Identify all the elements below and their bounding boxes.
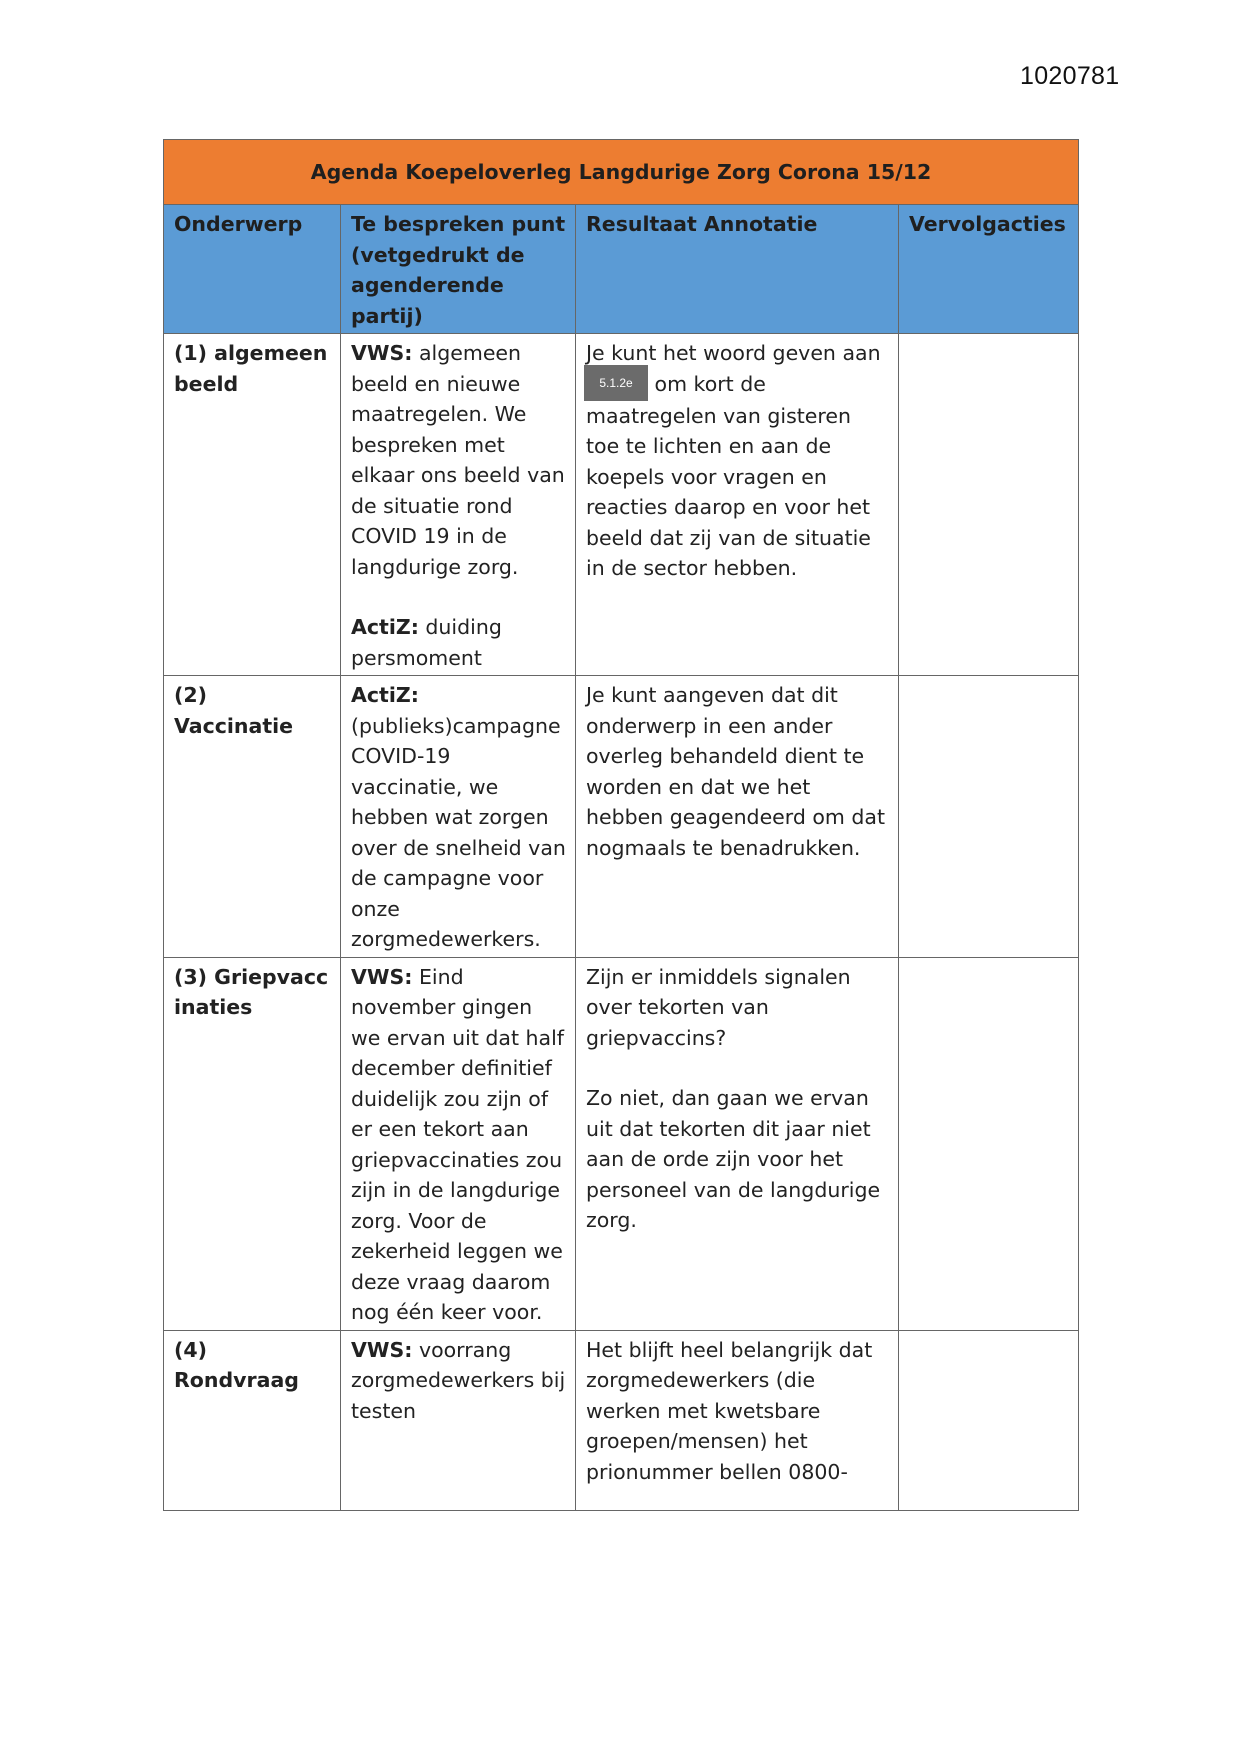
spacer — [586, 1053, 890, 1083]
topic-cell: (3) Griepvaccinaties — [164, 957, 341, 1330]
point-cell — [341, 676, 576, 958]
spacer — [351, 582, 567, 612]
document-id: 1020781 — [1020, 62, 1120, 90]
followup-cell — [899, 957, 1079, 1330]
point-text: voorrang zorgmedewerkers bij testen — [351, 1337, 566, 1423]
result-text: om kort de maatregelen van gisteren toe te lichten en aan de koepels voor vragen en reacties daarop en voor het beeld dat zij van de situatie in de sector hebben. — [586, 371, 871, 580]
point-cell — [341, 334, 576, 676]
header-onderwerp: Onderwerp — [164, 205, 341, 334]
result-text: Je kunt het woord geven aan — [586, 341, 881, 365]
agenda-party: VWS: — [351, 1337, 413, 1362]
result-text: Zijn er inmiddels signalen over tekorten van griepvaccins? — [586, 964, 851, 1050]
result-cell: Het blijft heel belangrijk dat zorgmedewerkers (die werken met kwetsbare groepen/mensen) het prionummer bellen 0800- — [576, 1330, 899, 1510]
table-header-row — [164, 205, 1079, 334]
topic-cell: (2) Vaccinatie — [164, 676, 341, 958]
table-row — [164, 676, 1079, 958]
redaction-box: 5.1.2e — [584, 365, 648, 401]
point-text: algemeen beeld en nieuwe maatregelen. We bespreken met elkaar ons beeld van de situatie rond COVID 19 in de langdurige zorg. — [351, 341, 565, 579]
result-cell: Je kunt aangeven dat dit onderwerp in een ander overleg behandeld dient te worden en dat we het hebben geagendeerd om dat nogmaals te benadrukken. — [576, 676, 899, 958]
table-title-row — [164, 140, 1079, 205]
result-cell — [576, 334, 899, 676]
agenda-table — [163, 139, 1079, 1511]
table-title: Agenda Koepeloverleg Langdurige Zorg Corona 15/12 — [164, 140, 1079, 205]
followup-cell — [899, 676, 1079, 958]
table-row — [164, 334, 1079, 676]
point-text: Eind november gingen we ervan uit dat half december definitief duidelijk zou zijn of er een tekort aan griepvaccinaties zou zijn in de langdurige zorg. Voor de zekerheid leggen we deze vraag daarom nog één keer voor. — [351, 964, 564, 1324]
followup-cell — [899, 334, 1079, 676]
header-te-bespreken-punt: Te bespreken punt (vetgedrukt de agenderende partij) — [341, 205, 576, 334]
result-cell — [576, 957, 899, 1330]
point-text: duiding persmoment — [351, 615, 502, 670]
agenda-party: ActiZ: — [351, 615, 419, 639]
agenda-party: VWS: — [351, 964, 413, 989]
agenda-party: ActiZ: — [351, 683, 419, 707]
agenda-party: VWS: — [351, 341, 413, 365]
table-row — [164, 957, 1079, 1330]
header-vervolgacties: Vervolgacties — [899, 205, 1079, 334]
result-text: Zo niet, dan gaan we ervan uit dat tekorten dit jaar niet aan de orde zijn voor het personeel van de langdurige zorg. — [586, 1086, 881, 1232]
point-cell — [341, 957, 576, 1330]
topic-cell: (4) Rondvraag — [164, 1330, 341, 1510]
point-text: (publieks)campagne COVID-19 vaccinatie, we hebben wat zorgen over de snelheid van de campagne voor onze zorgmedewerkers. — [351, 713, 566, 951]
table-row — [164, 1330, 1079, 1510]
followup-cell — [899, 1330, 1079, 1510]
point-cell — [341, 1330, 576, 1510]
header-resultaat-annotatie: Resultaat Annotatie — [576, 205, 899, 334]
topic-cell: (1) algemeen beeld — [164, 334, 341, 676]
